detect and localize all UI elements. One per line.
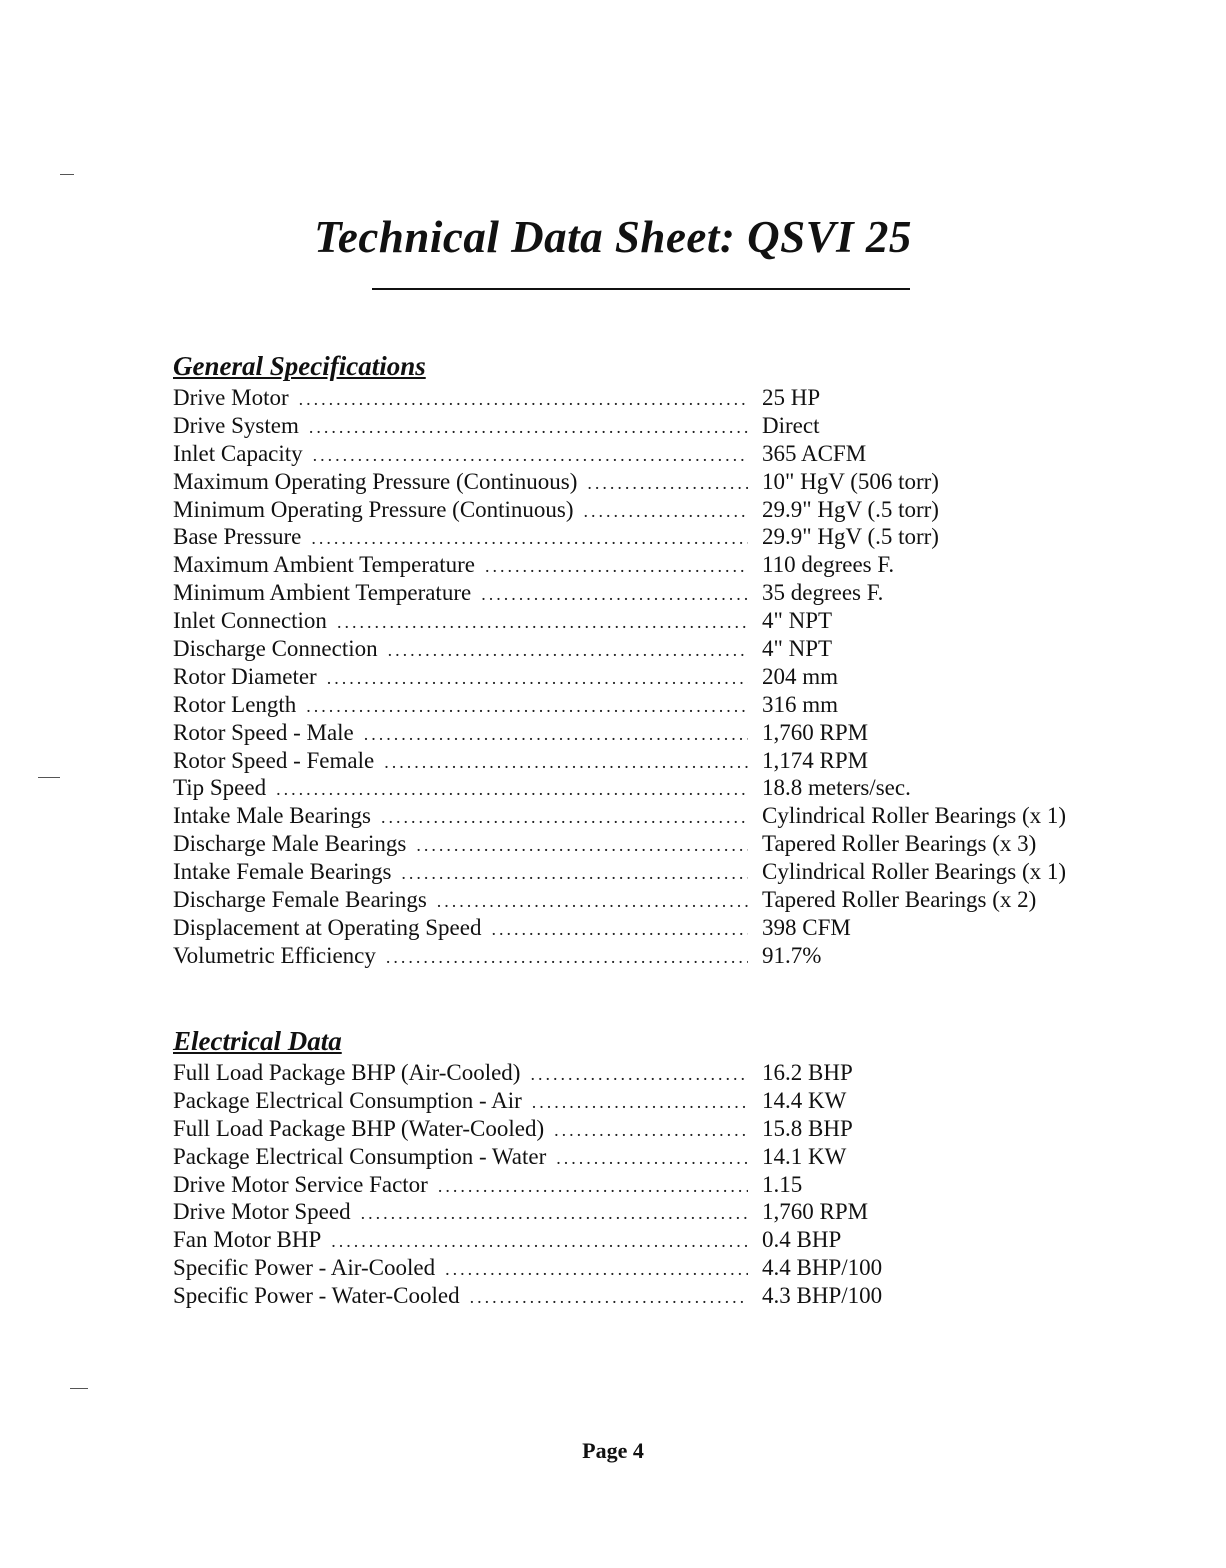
spec-row: [173, 440, 1113, 468]
spec-row: [173, 384, 1113, 412]
spec-label-area: [173, 1171, 762, 1201]
spec-row: [173, 858, 1113, 886]
spec-row: [173, 523, 1113, 551]
spec-value: 10" HgV (506 torr): [762, 468, 939, 494]
spec-list: [173, 384, 1113, 970]
dot-leader: [584, 498, 748, 526]
spec-label-area: [173, 1059, 762, 1089]
spec-label-area: [173, 886, 762, 916]
spec-row: [173, 691, 1113, 719]
spec-value: Tapered Roller Bearings (x 2): [762, 887, 1037, 913]
spec-label: Rotor Length: [173, 691, 297, 717]
spec-row: [173, 663, 1113, 691]
dot-leader: [401, 860, 748, 888]
spec-value: 398 CFM: [762, 914, 851, 940]
spec-value: Cylindrical Roller Bearings (x 1): [762, 803, 1067, 829]
spec-label: Drive Motor Speed: [173, 1199, 351, 1225]
spec-label: Inlet Capacity: [173, 440, 303, 466]
spec-value: 14.4 KW: [762, 1087, 847, 1113]
dot-leader: [384, 749, 748, 777]
spec-label-area: [173, 719, 762, 749]
spec-label-area: [173, 830, 762, 860]
spec-label: Volumetric Efficiency: [173, 942, 376, 968]
spec-value: 29.9" HgV (.5 torr): [762, 524, 939, 550]
spec-row: [173, 468, 1113, 496]
spec-label: Base Pressure: [173, 524, 302, 550]
page-number: Page 4: [582, 1438, 644, 1463]
spec-label: Specific Power - Water-Cooled: [173, 1283, 460, 1309]
spec-label-area: [173, 523, 762, 553]
spec-row: [173, 1143, 1113, 1171]
spec-label: Package Electrical Consumption - Air: [173, 1087, 522, 1113]
spec-label-area: [173, 1087, 762, 1117]
spec-value: 204 mm: [762, 663, 839, 689]
spec-value: Tapered Roller Bearings (x 3): [762, 831, 1037, 857]
dot-leader: [313, 442, 748, 470]
spec-row: [173, 412, 1113, 440]
spec-row: [173, 802, 1113, 830]
general-specifications-section: [173, 346, 1113, 970]
spec-row: [173, 914, 1113, 942]
spec-label: Drive Motor: [173, 385, 289, 410]
spec-value: 4.4 BHP/100: [762, 1255, 883, 1281]
spec-label-area: [173, 579, 762, 609]
spec-label-area: [173, 607, 762, 637]
dot-leader: [416, 832, 748, 860]
spec-label-area: [173, 1282, 762, 1312]
spec-value: 35 degrees F.: [762, 580, 884, 606]
spec-label: Minimum Ambient Temperature: [173, 580, 472, 606]
spec-value: 25 HP: [762, 385, 821, 410]
dot-leader: [437, 888, 748, 916]
spec-label-area: [173, 802, 762, 832]
spec-label: Intake Male Bearings: [173, 803, 371, 829]
spec-row: [173, 635, 1113, 663]
spec-label-area: [173, 468, 762, 498]
electrical-data-section: [173, 1021, 1113, 1310]
spec-row: [173, 551, 1113, 579]
spec-label-area: [173, 635, 762, 665]
spec-value: 1,174 RPM: [762, 747, 869, 773]
dot-leader: [386, 944, 748, 972]
spec-list: [173, 1059, 1113, 1310]
spec-row: [173, 774, 1113, 802]
dot-leader: [331, 1228, 748, 1256]
spec-value: 1,760 RPM: [762, 1199, 869, 1225]
spec-label: Package Electrical Consumption - Water: [173, 1143, 547, 1169]
spec-label: Intake Female Bearings: [173, 859, 392, 885]
spec-label: Discharge Female Bearings: [173, 887, 427, 913]
dot-leader: [481, 581, 748, 609]
dot-leader: [309, 414, 748, 442]
spec-row: [173, 1087, 1113, 1115]
scan-artifact: [60, 174, 74, 175]
spec-value: Cylindrical Roller Bearings (x 1): [762, 859, 1067, 885]
spec-label-area: [173, 496, 762, 526]
spec-value: 1,760 RPM: [762, 719, 869, 745]
spec-value: 91.7%: [762, 942, 822, 968]
dot-leader: [381, 804, 748, 832]
spec-label: Full Load Package BHP (Water-Cooled): [173, 1115, 545, 1141]
dot-leader: [299, 386, 748, 414]
spec-value: 15.8 BHP: [762, 1115, 853, 1141]
spec-row: [173, 1059, 1113, 1087]
spec-value: 110 degrees F.: [762, 552, 895, 578]
dot-leader: [532, 1089, 748, 1117]
spec-value: 4" NPT: [762, 608, 833, 634]
dot-leader: [491, 916, 748, 944]
dot-leader: [361, 1200, 748, 1228]
scan-artifact: [38, 777, 60, 778]
spec-row: [173, 719, 1113, 747]
spec-row: [173, 886, 1113, 914]
spec-row: [173, 579, 1113, 607]
spec-row: [173, 1198, 1113, 1226]
spec-label-area: [173, 747, 762, 777]
spec-value: 316 mm: [762, 691, 839, 717]
spec-label-area: [173, 691, 762, 721]
spec-label: Displacement at Operating Speed: [173, 914, 482, 940]
section-heading: General Specifications: [173, 351, 426, 381]
spec-label-area: [173, 1198, 762, 1228]
spec-label-area: [173, 663, 762, 693]
spec-label-area: [173, 412, 762, 442]
scan-artifact: [70, 1388, 88, 1389]
spec-label-area: [173, 440, 762, 470]
dot-leader: [485, 553, 748, 581]
spec-value: 4" NPT: [762, 636, 833, 662]
dot-leader: [337, 609, 748, 637]
spec-label: Rotor Diameter: [173, 663, 317, 689]
spec-label-area: [173, 1115, 762, 1145]
spec-row: [173, 830, 1113, 858]
spec-label: Maximum Ambient Temperature: [173, 552, 476, 578]
spec-label: Tip Speed: [173, 775, 267, 801]
spec-value: 14.1 KW: [762, 1143, 847, 1169]
page-title: Technical Data Sheet: QSVI 25: [314, 212, 912, 262]
spec-label-area: [173, 384, 762, 414]
dot-leader: [327, 665, 748, 693]
spec-label-area: [173, 858, 762, 888]
spec-label-area: [173, 1143, 762, 1173]
spec-value: 18.8 meters/sec.: [762, 775, 911, 801]
spec-label-area: [173, 1226, 762, 1256]
spec-row: [173, 496, 1113, 524]
spec-label: Inlet Connection: [173, 608, 327, 634]
spec-row: [173, 1226, 1113, 1254]
dot-leader: [554, 1117, 748, 1145]
spec-value: 16.2 BHP: [762, 1060, 853, 1085]
spec-label-area: [173, 551, 762, 581]
dot-leader: [470, 1284, 748, 1312]
spec-value: 365 ACFM: [762, 440, 867, 466]
spec-label: Discharge Connection: [173, 636, 378, 662]
spec-value: 0.4 BHP: [762, 1227, 842, 1253]
spec-label: Fan Motor BHP: [173, 1227, 322, 1253]
dot-leader: [306, 693, 748, 721]
spec-label: Full Load Package BHP (Air-Cooled): [173, 1060, 521, 1085]
spec-value: 29.9" HgV (.5 torr): [762, 496, 939, 522]
title-divider: [372, 288, 910, 290]
dot-leader: [364, 721, 748, 749]
dot-leader: [311, 525, 748, 553]
spec-label: Drive System: [173, 412, 299, 438]
spec-label-area: [173, 914, 762, 944]
section-heading: Electrical Data: [173, 1026, 342, 1056]
spec-row: [173, 942, 1113, 970]
dot-leader: [438, 1173, 748, 1201]
spec-value: 1.15: [762, 1171, 803, 1197]
dot-leader: [556, 1145, 748, 1173]
spec-value: Direct: [762, 412, 820, 438]
spec-label: Minimum Operating Pressure (Continuous): [173, 496, 574, 522]
spec-label: Rotor Speed - Male: [173, 719, 354, 745]
dot-leader: [445, 1256, 748, 1284]
spec-label-area: [173, 1254, 762, 1284]
spec-row: [173, 1115, 1113, 1143]
spec-row: [173, 1254, 1113, 1282]
spec-label-area: [173, 942, 762, 972]
spec-label-area: [173, 774, 762, 804]
spec-label: Specific Power - Air-Cooled: [173, 1255, 436, 1281]
spec-label: Rotor Speed - Female: [173, 747, 375, 773]
dot-leader: [530, 1061, 748, 1089]
spec-label: Drive Motor Service Factor: [173, 1171, 428, 1197]
spec-value: 4.3 BHP/100: [762, 1283, 883, 1309]
dot-leader: [276, 776, 748, 804]
spec-label: Discharge Male Bearings: [173, 831, 407, 857]
dot-leader: [388, 637, 748, 665]
spec-row: [173, 1282, 1113, 1310]
spec-row: [173, 747, 1113, 775]
spec-label: Maximum Operating Pressure (Continuous): [173, 468, 578, 494]
spec-row: [173, 607, 1113, 635]
spec-row: [173, 1171, 1113, 1199]
dot-leader: [587, 470, 748, 498]
